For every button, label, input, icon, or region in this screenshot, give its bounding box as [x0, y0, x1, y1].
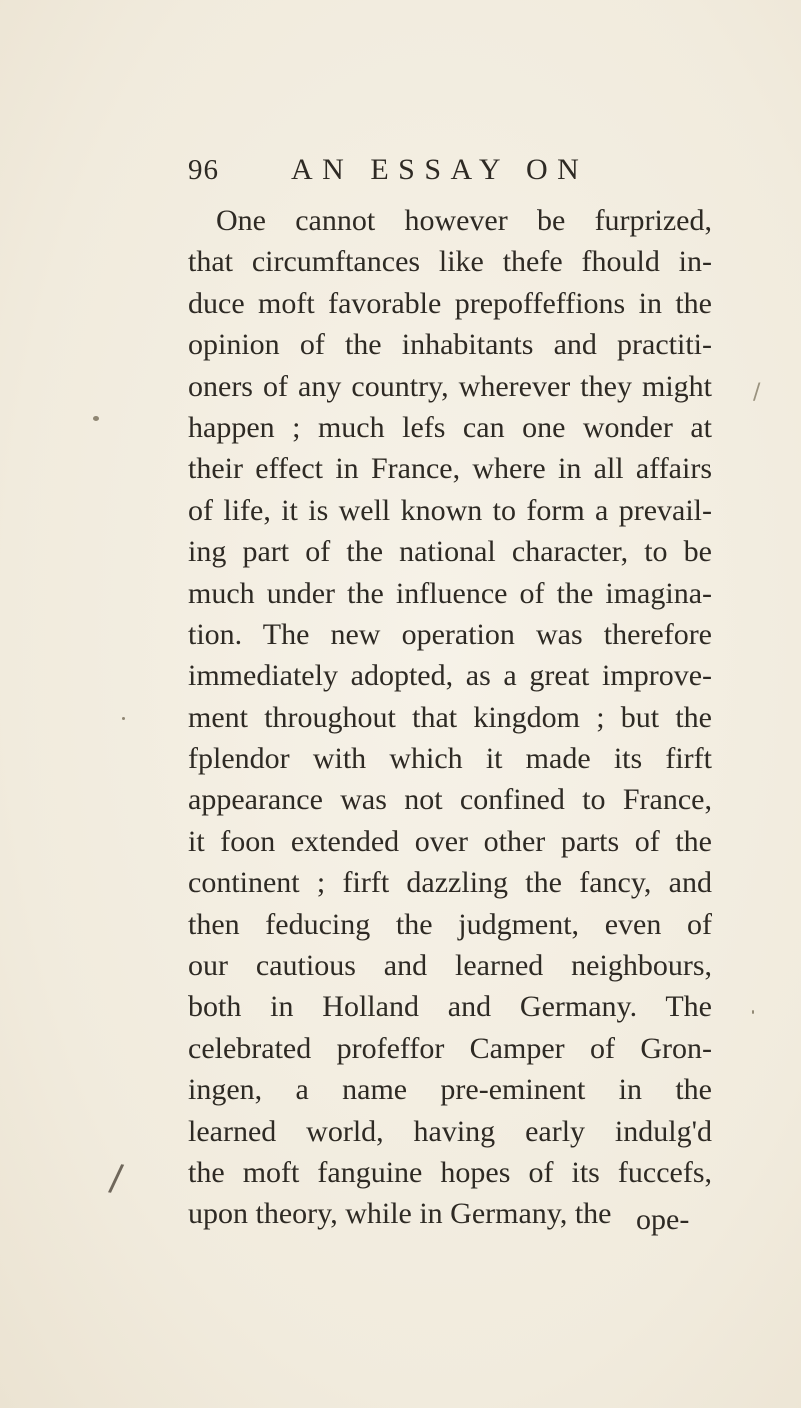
text-line: our cautious and learned neighbours,: [188, 949, 712, 983]
text-line: appearance was not confined to France,: [188, 783, 712, 817]
text-line: then feducing the judgment, even of: [188, 907, 712, 941]
paper-speck: [752, 1010, 754, 1014]
text-line: happen ; much lefs can one wonder at: [188, 410, 712, 444]
running-head: AN ESSAY ON: [291, 153, 589, 186]
page-header: [188, 148, 648, 192]
text-line: it foon extended over other parts of the: [188, 824, 712, 858]
page-number: 96: [188, 154, 219, 186]
text-line: that circumftances like thefe fhould in-: [188, 245, 712, 279]
text-line: opinion of the inhabitants and practiti-: [188, 328, 712, 362]
text-line: ment throughout that kingdom ; but the: [188, 700, 712, 734]
catchword: ope-: [636, 1203, 690, 1236]
body-text: [188, 200, 712, 1235]
text-line: One cannot however be furprized,: [216, 204, 712, 237]
margin-pen-mark: /: [753, 380, 761, 405]
text-line: upon theory, while in Germany, the: [188, 1197, 612, 1231]
text-line: duce moft favorable prepoffeffions in the: [188, 286, 712, 320]
text-line: oners of any country, wherever they might: [188, 369, 712, 403]
text-line: fplendor with which it made its firft: [188, 742, 712, 776]
text-line: both in Holland and Germany. The: [188, 990, 712, 1024]
margin-pen-mark: /: [107, 1157, 125, 1200]
text-line: ing part of the national character, to be: [188, 535, 712, 569]
text-line: ingen, a name pre-eminent in the: [188, 1073, 712, 1107]
text-line: of life, it is well known to form a prevail-: [188, 493, 712, 527]
paper-speck: [93, 416, 99, 421]
text-line: continent ; firft dazzling the fancy, and: [188, 866, 712, 900]
text-line: much under the influence of the imagina-: [188, 576, 712, 610]
text-line: celebrated profeffor Camper of Gron-: [188, 1031, 712, 1065]
text-line: tion. The new operation was therefore: [188, 617, 712, 651]
paper-speck: [122, 717, 125, 720]
text-line: the moft fanguine hopes of its fuccefs,: [188, 1155, 712, 1189]
text-line: their effect in France, where in all affairs: [188, 452, 712, 486]
text-line: learned world, having early indulg'd: [188, 1114, 712, 1148]
text-line: immediately adopted, as a great improve-: [188, 659, 712, 693]
